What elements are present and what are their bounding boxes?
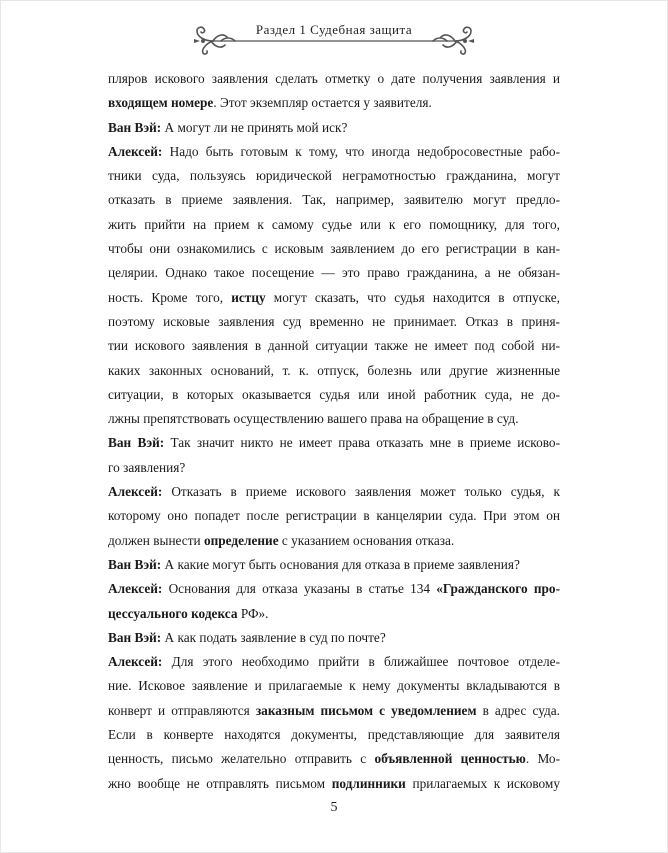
text-segment: тники суда, пользуясь юридической неграмотностью гражданина, могут <box>108 168 560 184</box>
bold-term: подлинники <box>331 775 406 791</box>
text-line <box>108 431 560 455</box>
text-line <box>108 602 560 626</box>
text-line <box>108 67 560 91</box>
bold-term: входящем номере <box>108 95 214 111</box>
text-line <box>108 480 560 504</box>
text-line <box>108 553 560 577</box>
text-segment: жить прийти на прием к самому судье или к его помощнику, для того, <box>108 216 560 232</box>
text-segment: Так значит никто не имеет права отказать мне в приеме исково- <box>164 435 561 451</box>
text-line <box>108 577 560 601</box>
text-segment: . Мо- <box>525 751 561 767</box>
bold-term: объявленной ценностью <box>374 751 526 767</box>
text-segment: чтобы они ознакомились с исковым заявлением до его регистрации в кан- <box>108 241 560 257</box>
text-segment: прилагаемых к исковому <box>405 775 560 791</box>
bold-term: цессуального кодекса <box>108 605 238 621</box>
bold-term: Ван Вэй: <box>108 435 165 451</box>
text-segment: в адрес суда. <box>476 702 560 718</box>
bold-term: Алексей: <box>108 484 163 500</box>
text-line <box>108 723 560 747</box>
text-line <box>108 188 560 212</box>
text-segment: Надо быть готовым к тому, что иногда недобросовестные рабо- <box>162 143 560 159</box>
text-segment: пляров искового заявления сделать отметку о дате получения заявления и <box>108 71 560 86</box>
text-line <box>108 310 560 334</box>
text-segment: поэтому исковые заявления суд временно не принимает. Отказ в приня- <box>108 313 560 329</box>
bold-term: Алексей: <box>108 143 163 159</box>
text-segment: Если в конверте находятся документы, представляющие для заявителя <box>108 727 560 743</box>
text-line <box>108 772 560 796</box>
section-title: Раздел 1 Судебная защита <box>255 22 413 37</box>
running-header <box>191 19 477 59</box>
bold-term: истцу <box>231 289 266 305</box>
text-segment: А как подать заявление в суд по почте? <box>161 629 386 645</box>
text-line <box>108 359 560 383</box>
text-line <box>108 456 560 480</box>
text-line <box>108 407 560 431</box>
bold-term: Алексей: <box>108 581 163 597</box>
bold-term: Ван Вэй: <box>108 629 162 645</box>
text-segment: жно вообще не отправлять письмом <box>108 775 332 791</box>
text-line <box>108 626 560 650</box>
text-segment: могут сказать, что судья находится в отпуске, <box>265 289 561 305</box>
text-segment: Отказать в приеме искового заявления может только судья, к <box>162 484 560 500</box>
text-segment: го заявления? <box>108 459 186 475</box>
text-segment: должен вынести <box>108 532 204 548</box>
text-line <box>108 529 560 553</box>
bold-term: определение <box>203 532 279 548</box>
text-line <box>108 237 560 261</box>
text-segment: отказать в приеме заявления. Так, например, заявителю могут предло- <box>108 192 560 208</box>
text-line <box>108 261 560 285</box>
text-line <box>108 213 560 237</box>
text-segment: тии искового заявления в данной ситуации также не имеет под собой ни- <box>108 338 560 354</box>
text-line <box>108 383 560 407</box>
bold-term: «Гражданского про- <box>436 581 560 597</box>
text-segment: ность. Кроме того, <box>108 289 232 305</box>
text-segment: с указанием основания отказа. <box>278 532 455 548</box>
text-line <box>108 140 560 164</box>
text-line <box>108 747 560 771</box>
text-segment: которому оно попадет после регистрации в канцелярии суда. При этом он <box>108 508 560 524</box>
bold-term: Алексей: <box>108 654 163 670</box>
text-line <box>108 674 560 698</box>
text-line <box>108 164 560 188</box>
dialogue-text <box>108 67 560 796</box>
text-segment: А могут ли не принять мой иск? <box>161 119 348 135</box>
bold-term: Ван Вэй: <box>108 119 162 135</box>
text-segment: Основания для отказа указаны в статье 134 <box>162 581 437 597</box>
text-line <box>108 91 560 115</box>
text-segment: . Этот экземпляр остается у заявителя. <box>213 95 432 111</box>
text-segment: ние. Исковое заявление и прилагаемые к нему документы вкладываются в <box>108 678 560 694</box>
text-line <box>108 699 560 723</box>
text-segment: РФ». <box>237 605 269 621</box>
text-segment: конверт и отправляются <box>108 702 256 718</box>
text-line <box>108 116 560 140</box>
text-segment: ситуации, в которых оказывается судья или иной работник суда, не до- <box>108 386 560 402</box>
text-segment: ценность, письмо желательно отправить с <box>108 751 375 767</box>
text-line <box>108 334 560 358</box>
bold-term: заказным письмом с уведомлением <box>255 702 477 718</box>
text-line <box>108 650 560 674</box>
text-segment: лжны препятствовать осуществлению вашего права на обращение в суд. <box>108 411 519 427</box>
text-segment: каких законных оснований, т. к. отпуск, болезнь или другие жизненные <box>108 362 560 378</box>
text-line <box>108 504 560 528</box>
text-line <box>108 286 560 310</box>
text-segment: А какие могут быть основания для отказа в приеме заявления? <box>161 556 520 572</box>
page-number: 5 <box>330 800 338 815</box>
text-segment: целярии. Однако такое посещение — это право гражданина, а не обязан- <box>108 265 560 281</box>
bold-term: Ван Вэй: <box>108 556 162 572</box>
text-segment: Для этого необходимо прийти в ближайшее почтовое отделе- <box>162 654 560 670</box>
